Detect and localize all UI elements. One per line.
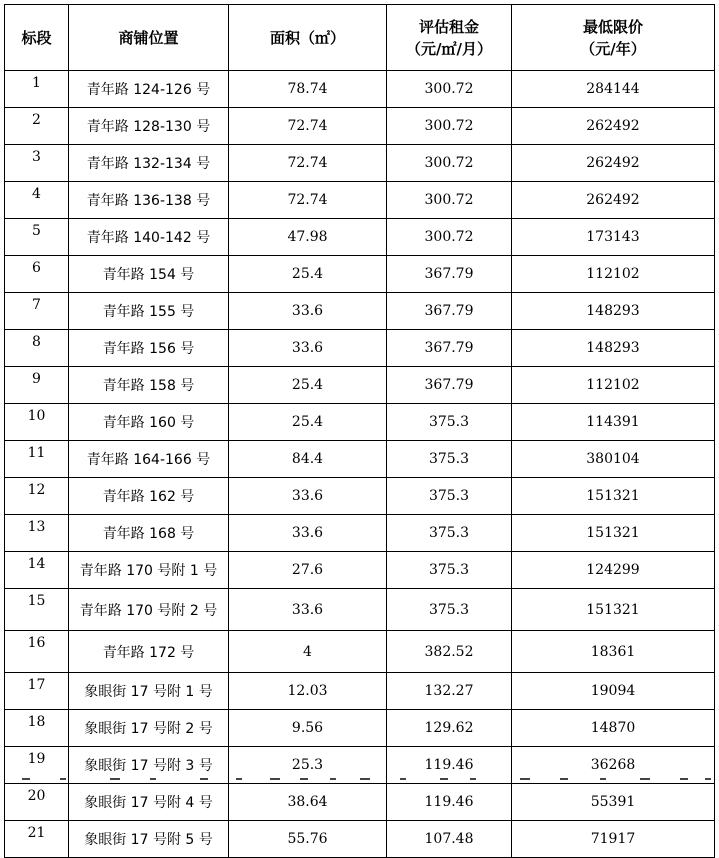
cell-price: 151321 — [512, 478, 715, 515]
cell-section: 5 — [5, 219, 69, 256]
cell-location: 象眼街 17 号附 3 号 — [69, 747, 229, 784]
cell-area: 25.4 — [229, 404, 387, 441]
cut-off-glyph-stroke — [22, 778, 30, 780]
cell-price: 71917 — [512, 821, 715, 858]
cut-off-glyph-stroke — [520, 778, 530, 780]
cell-rent: 300.72 — [387, 145, 512, 182]
cell-rent: 119.46 — [387, 784, 512, 821]
cell-location: 青年路 160 号 — [69, 404, 229, 441]
cell-rent: 375.3 — [387, 589, 512, 631]
table-row — [5, 219, 715, 256]
cell-area: 4 — [229, 631, 387, 673]
table-row — [5, 515, 715, 552]
cell-area: 33.6 — [229, 478, 387, 515]
cell-rent: 375.3 — [387, 478, 512, 515]
table-body — [5, 71, 715, 858]
cut-off-glyph-stroke — [440, 778, 448, 780]
cell-area: 33.6 — [229, 293, 387, 330]
table-row — [5, 182, 715, 219]
table-row — [5, 404, 715, 441]
cut-off-glyph-stroke — [200, 778, 208, 780]
table-row — [5, 784, 715, 821]
cut-off-glyph-stroke — [400, 778, 406, 780]
cell-area: 78.74 — [229, 71, 387, 108]
cell-location: 青年路 162 号 — [69, 478, 229, 515]
cell-section: 8 — [5, 330, 69, 367]
cell-area: 47.98 — [229, 219, 387, 256]
cell-location: 青年路 154 号 — [69, 256, 229, 293]
cell-price: 124299 — [512, 552, 715, 589]
cell-location: 青年路 158 号 — [69, 367, 229, 404]
cell-section: 10 — [5, 404, 69, 441]
cell-rent: 367.79 — [387, 367, 512, 404]
cell-area: 55.76 — [229, 821, 387, 858]
cell-rent: 375.3 — [387, 515, 512, 552]
cell-location: 青年路 132-134 号 — [69, 145, 229, 182]
header-section-label: 标段 — [21, 29, 52, 47]
cut-off-next-line — [0, 775, 719, 782]
cell-rent: 107.48 — [387, 821, 512, 858]
cell-section: 6 — [5, 256, 69, 293]
cell-rent: 119.46 — [387, 747, 512, 784]
cell-area: 33.6 — [229, 589, 387, 631]
cell-location: 青年路 172 号 — [69, 631, 229, 673]
cut-off-glyph-stroke — [270, 778, 280, 780]
cell-price: 262492 — [512, 145, 715, 182]
cell-section: 7 — [5, 293, 69, 330]
cell-area: 9.56 — [229, 710, 387, 747]
cell-section: 16 — [5, 631, 69, 673]
cell-section: 18 — [5, 710, 69, 747]
cell-location: 象眼街 17 号附 5 号 — [69, 821, 229, 858]
cell-section: 2 — [5, 108, 69, 145]
cell-location: 青年路 164-166 号 — [69, 441, 229, 478]
table-row — [5, 256, 715, 293]
table-row — [5, 367, 715, 404]
header-rent — [387, 5, 512, 71]
cell-section: 17 — [5, 673, 69, 710]
cell-section: 3 — [5, 145, 69, 182]
cell-area: 84.4 — [229, 441, 387, 478]
table-row — [5, 145, 715, 182]
cut-off-glyph-stroke — [300, 778, 308, 780]
table-row — [5, 821, 715, 858]
cell-area: 27.6 — [229, 552, 387, 589]
cell-section: 15 — [5, 589, 69, 631]
cell-section: 19 — [5, 747, 69, 784]
table-row — [5, 441, 715, 478]
cell-area: 72.74 — [229, 145, 387, 182]
cell-area: 25.3 — [229, 747, 387, 784]
table-row — [5, 673, 715, 710]
table-row — [5, 293, 715, 330]
cell-rent: 375.3 — [387, 552, 512, 589]
cell-location: 青年路 124-126 号 — [69, 71, 229, 108]
table-row — [5, 589, 715, 631]
shop-rental-table-container — [4, 4, 715, 858]
cell-location: 青年路 155 号 — [69, 293, 229, 330]
header-price-unit: （元/年） — [580, 39, 646, 58]
cell-rent: 132.27 — [387, 673, 512, 710]
cell-rent: 367.79 — [387, 256, 512, 293]
table-row — [5, 552, 715, 589]
header-location-label: 商铺位置 — [118, 29, 179, 47]
cell-price: 36268 — [512, 747, 715, 784]
cell-section: 12 — [5, 478, 69, 515]
header-price — [512, 5, 715, 71]
header-location — [69, 5, 229, 71]
cell-rent: 367.79 — [387, 330, 512, 367]
cell-area: 38.64 — [229, 784, 387, 821]
cell-price: 262492 — [512, 108, 715, 145]
cell-section: 11 — [5, 441, 69, 478]
cell-price: 151321 — [512, 589, 715, 631]
table-row — [5, 631, 715, 673]
cut-off-glyph-stroke — [110, 778, 120, 780]
cell-section: 4 — [5, 182, 69, 219]
cell-price: 112102 — [512, 256, 715, 293]
cell-price: 148293 — [512, 330, 715, 367]
cut-off-glyph-stroke — [470, 778, 476, 780]
cell-price: 14870 — [512, 710, 715, 747]
cut-off-glyph-stroke — [360, 778, 370, 780]
cell-location: 青年路 170 号附 2 号 — [69, 589, 229, 631]
cell-rent: 375.3 — [387, 404, 512, 441]
cell-location: 青年路 136-138 号 — [69, 182, 229, 219]
cut-off-glyph-stroke — [560, 778, 568, 780]
cell-section: 13 — [5, 515, 69, 552]
header-row — [5, 5, 715, 71]
cell-area: 72.74 — [229, 108, 387, 145]
cell-section: 20 — [5, 784, 69, 821]
header-area — [229, 5, 387, 71]
cell-price: 112102 — [512, 367, 715, 404]
table-row — [5, 71, 715, 108]
cut-off-glyph-stroke — [236, 778, 242, 780]
cell-area: 33.6 — [229, 330, 387, 367]
cell-area: 33.6 — [229, 515, 387, 552]
cell-price: 173143 — [512, 219, 715, 256]
cell-location: 青年路 168 号 — [69, 515, 229, 552]
cell-location: 青年路 128-130 号 — [69, 108, 229, 145]
cell-rent: 375.3 — [387, 441, 512, 478]
cell-area: 25.4 — [229, 367, 387, 404]
cell-price: 114391 — [512, 404, 715, 441]
cell-price: 18361 — [512, 631, 715, 673]
cell-price: 19094 — [512, 673, 715, 710]
cell-location: 青年路 156 号 — [69, 330, 229, 367]
cell-price: 55391 — [512, 784, 715, 821]
cell-price: 284144 — [512, 71, 715, 108]
cell-area: 25.4 — [229, 256, 387, 293]
table-row — [5, 478, 715, 515]
cut-off-glyph-stroke — [640, 778, 650, 780]
cell-section: 14 — [5, 552, 69, 589]
cell-section: 9 — [5, 367, 69, 404]
cell-location: 象眼街 17 号附 2 号 — [69, 710, 229, 747]
header-area-label: 面积（㎡） — [269, 29, 345, 47]
header-section — [5, 5, 69, 71]
cell-location: 象眼街 17 号附 1 号 — [69, 673, 229, 710]
cell-rent: 300.72 — [387, 219, 512, 256]
cell-rent: 382.52 — [387, 631, 512, 673]
cut-off-glyph-stroke — [600, 778, 606, 780]
cell-section: 1 — [5, 71, 69, 108]
table-row — [5, 108, 715, 145]
cut-off-glyph-stroke — [680, 778, 688, 780]
header-rent-unit: （元/㎡/月） — [406, 39, 492, 58]
cut-off-glyph-stroke — [150, 778, 156, 780]
cell-location: 象眼街 17 号附 4 号 — [69, 784, 229, 821]
table-row — [5, 710, 715, 747]
cell-location: 青年路 170 号附 1 号 — [69, 552, 229, 589]
cut-off-glyph-stroke — [60, 778, 66, 780]
cell-location: 青年路 140-142 号 — [69, 219, 229, 256]
shop-rental-table — [4, 4, 715, 858]
cell-price: 380104 — [512, 441, 715, 478]
cell-rent: 300.72 — [387, 71, 512, 108]
cut-off-glyph-stroke — [330, 778, 336, 780]
cell-rent: 300.72 — [387, 108, 512, 145]
cut-off-glyph-stroke — [705, 778, 711, 780]
cell-area: 72.74 — [229, 182, 387, 219]
header-rent-label: 评估租金 — [418, 17, 479, 36]
cell-price: 262492 — [512, 182, 715, 219]
cell-rent: 367.79 — [387, 293, 512, 330]
cell-rent: 300.72 — [387, 182, 512, 219]
cell-price: 148293 — [512, 293, 715, 330]
cell-price: 151321 — [512, 515, 715, 552]
cell-area: 12.03 — [229, 673, 387, 710]
table-row — [5, 330, 715, 367]
cell-section: 21 — [5, 821, 69, 858]
cell-rent: 129.62 — [387, 710, 512, 747]
header-price-label: 最低限价 — [582, 17, 643, 36]
